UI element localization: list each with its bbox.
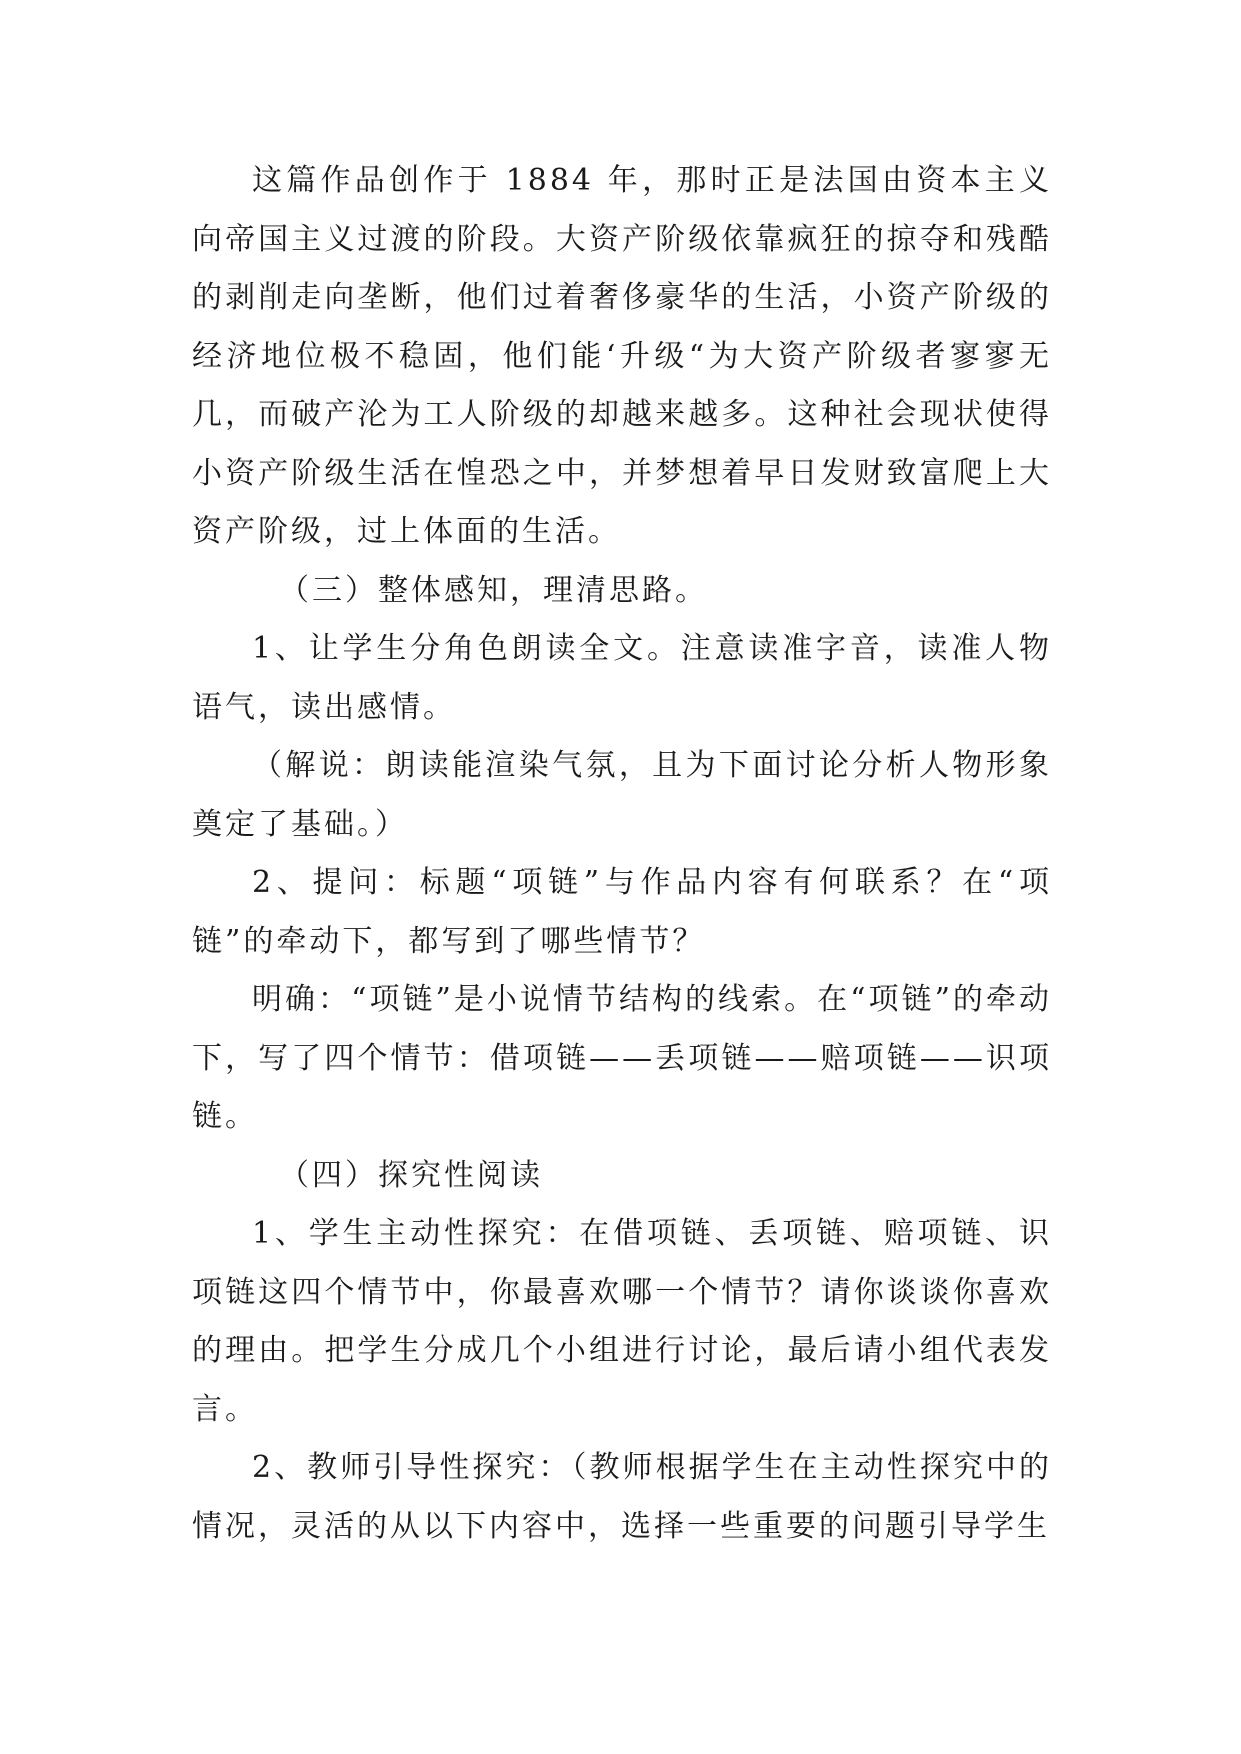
paragraph-item-read-aloud: 1、让学生分角色朗读全文。注意读准字音，读准人物语气，读出感情。 xyxy=(192,631,1052,725)
paragraph-note: （解说：朗读能渲染气氛，且为下面讨论分析人物形象奠定了基础。） xyxy=(192,748,1052,842)
section-heading-three: （三）整体感知，理清思路。 xyxy=(279,572,708,608)
document-body xyxy=(192,152,1052,1556)
paragraph-answer: 明确：“项链”是小说情节结构的线索。在“项链”的牵动下，写了四个情节：借项链——丢项链——赔项链——识项链。 xyxy=(192,982,1052,1134)
paragraph-item-student-inquiry: 1、学生主动性探究：在借项链、丢项链、赔项链、识项链这四个情节中，你最喜欢哪一个情节？请你谈谈你喜欢的理由。把学生分成几个小组进行讨论，最后请小组代表发言。 xyxy=(192,1216,1052,1427)
paragraph-background: 这篇作品创作于 1884 年，那时正是法国由资本主义向帝国主义过渡的阶段。大资产阶级依靠疯狂的掠夺和残酷的剥削走向垄断，他们过着奢侈豪华的生活，小资产阶级的经济地位极不稳固，他们能‘升级“为大资产阶级者寥寥无几，而破产沦为工人阶级的却越来越多。这种社会现状使得小资产阶级生活在惶恐之中，并梦想着早日发财致富爬上大资产阶级，过上体面的生活。 xyxy=(192,163,1052,549)
section-heading-four: （四）探究性阅读 xyxy=(279,1157,543,1193)
paragraph-item-teacher-inquiry: 2、教师引导性探究：（教师根据学生在主动性探究中的情况，灵活的从以下内容中，选择一些重要的问题引导学生 xyxy=(192,1450,1052,1544)
paragraph-item-question: 2、提问：标题“项链”与作品内容有何联系？在“项链”的牵动下，都写到了哪些情节？ xyxy=(192,865,1052,959)
